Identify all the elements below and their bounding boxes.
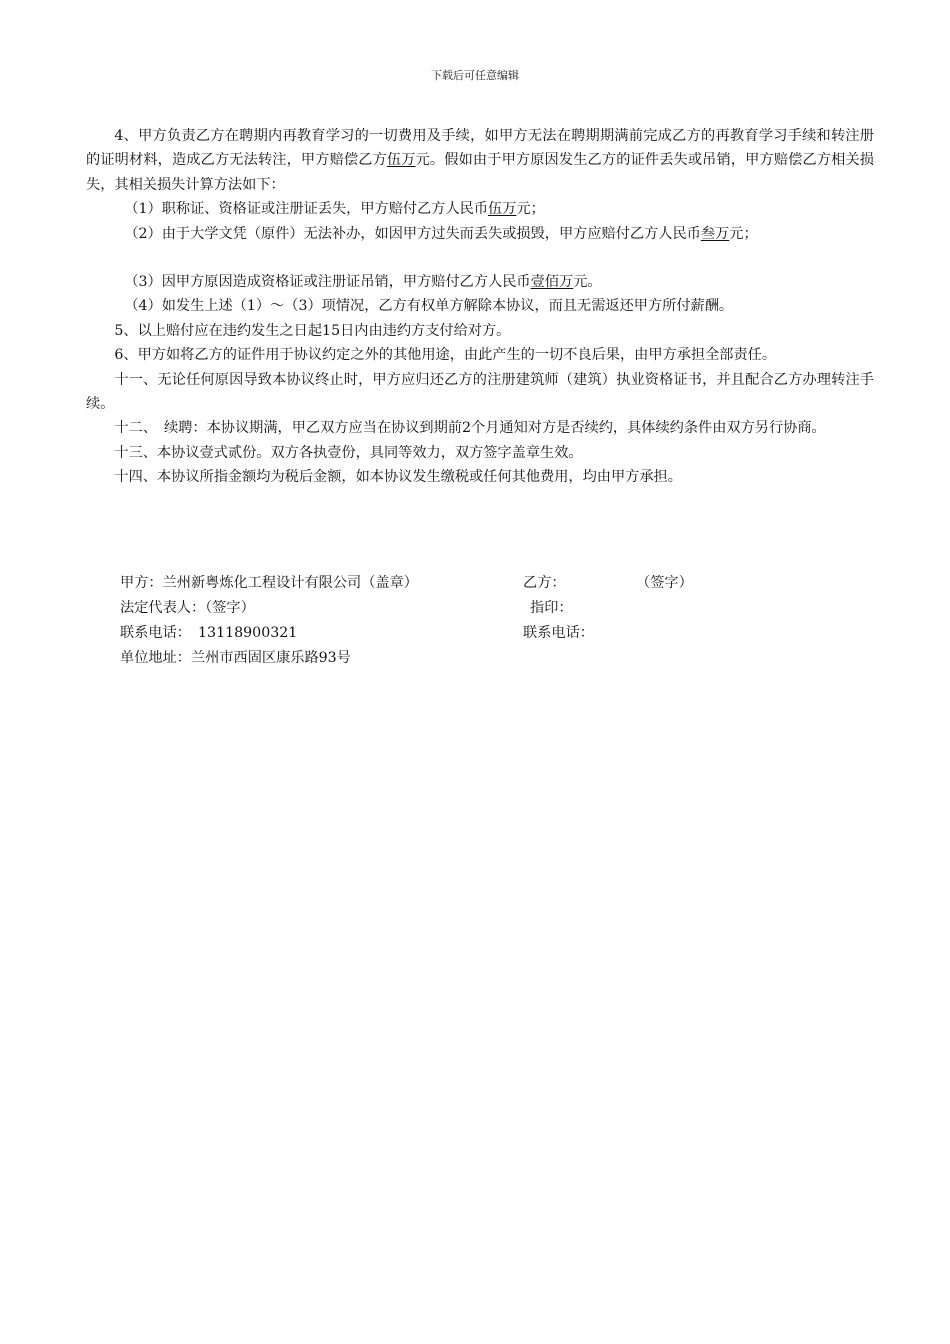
item-2 [86,222,874,246]
fingerprint-label: 指印： [530,600,573,616]
item-2-suffix: 元； [729,225,758,242]
phone-a: 联系电话： 13118900321 [120,625,298,641]
item-3-suffix: 元。 [573,274,602,291]
item-2-amount: 叁万 [700,225,730,242]
item-3 [86,270,874,294]
item-1-text: （1）职称证、资格证或注册证丢失，甲方赔付乙方人民币 [124,201,489,218]
item-4: （4）如发生上述（1）～（3）项情况，乙方有权单方解除本协议，而且无需返还甲方所付薪酬。 [124,298,734,315]
clause-13: 十三、本协议壹式贰份。双方各执壹份，具同等效力，双方签字盖章生效。 [114,444,583,461]
clause-4 [86,124,874,197]
party-b-sign: （签字） [636,575,693,591]
item-1-amount: 伍万 [488,201,517,218]
item-1 [86,197,874,221]
clause-11: 十一、无论任何原因导致本协议终止时，甲方应归还乙方的注册建筑师（建筑）执业资格证书，并且配合乙方办理转注手续。 [86,371,874,413]
item-3-text: （3）因甲方原因造成资格证或注册证吊销，甲方赔付乙方人民币 [124,274,531,291]
header-note: 下载后可任意编辑 [431,69,519,82]
clause-6: 6、甲方如将乙方的证件用于协议约定之外的其他用途，由此产生的一切不良后果，由甲方承担全部责任。 [114,347,777,364]
clause-12: 十二、 续聘：本协议期满，甲乙双方应当在协议到期前2个月通知对方是否续约，具体续约条件由双方另行协商。 [114,420,826,437]
clause-5: 5、以上赔付应在违约发生之日起15日内由违约方支付给对方。 [114,322,511,339]
clause-4-text-cont: 元。假如由于甲方原因发生乙方的证件丢失或吊销，甲方赔偿乙方相关损失，其相关损失计算方法如下： [86,152,874,193]
party-a-label: 甲方：兰州新粤炼化工程设计有限公司（盖章） [120,575,418,591]
contract-body [86,124,874,490]
legal-rep-label: 法定代表人：（签字） [120,600,255,616]
phone-b: 联系电话： [523,625,594,641]
item-3-amount: 壹佰万 [530,274,574,291]
address: 单位地址：兰州市西固区康乐路93号 [120,650,351,666]
clause-4-text: 4、甲方负责乙方在聘期内再教育学习的一切费用及手续，如甲方无法在聘期期满前完成乙方的再教育学习手续和转注册的证明材料，造成乙方无法转注，甲方赔偿乙方 [86,128,874,169]
party-b-label: 乙方： [523,575,566,591]
clause-14: 十四、本协议所指金额均为税后金额，如本协议发生缴税或任何其他费用，均由甲方承担。 [114,469,682,486]
blank-line [86,246,874,270]
item-1-suffix: 元； [516,201,545,218]
compensation-amount: 伍万 [386,152,416,169]
item-2-text: （2）由于大学文凭（原件）无法补办，如因甲方过失而丢失或损毁，甲方应赔付乙方人民币 [124,225,701,242]
